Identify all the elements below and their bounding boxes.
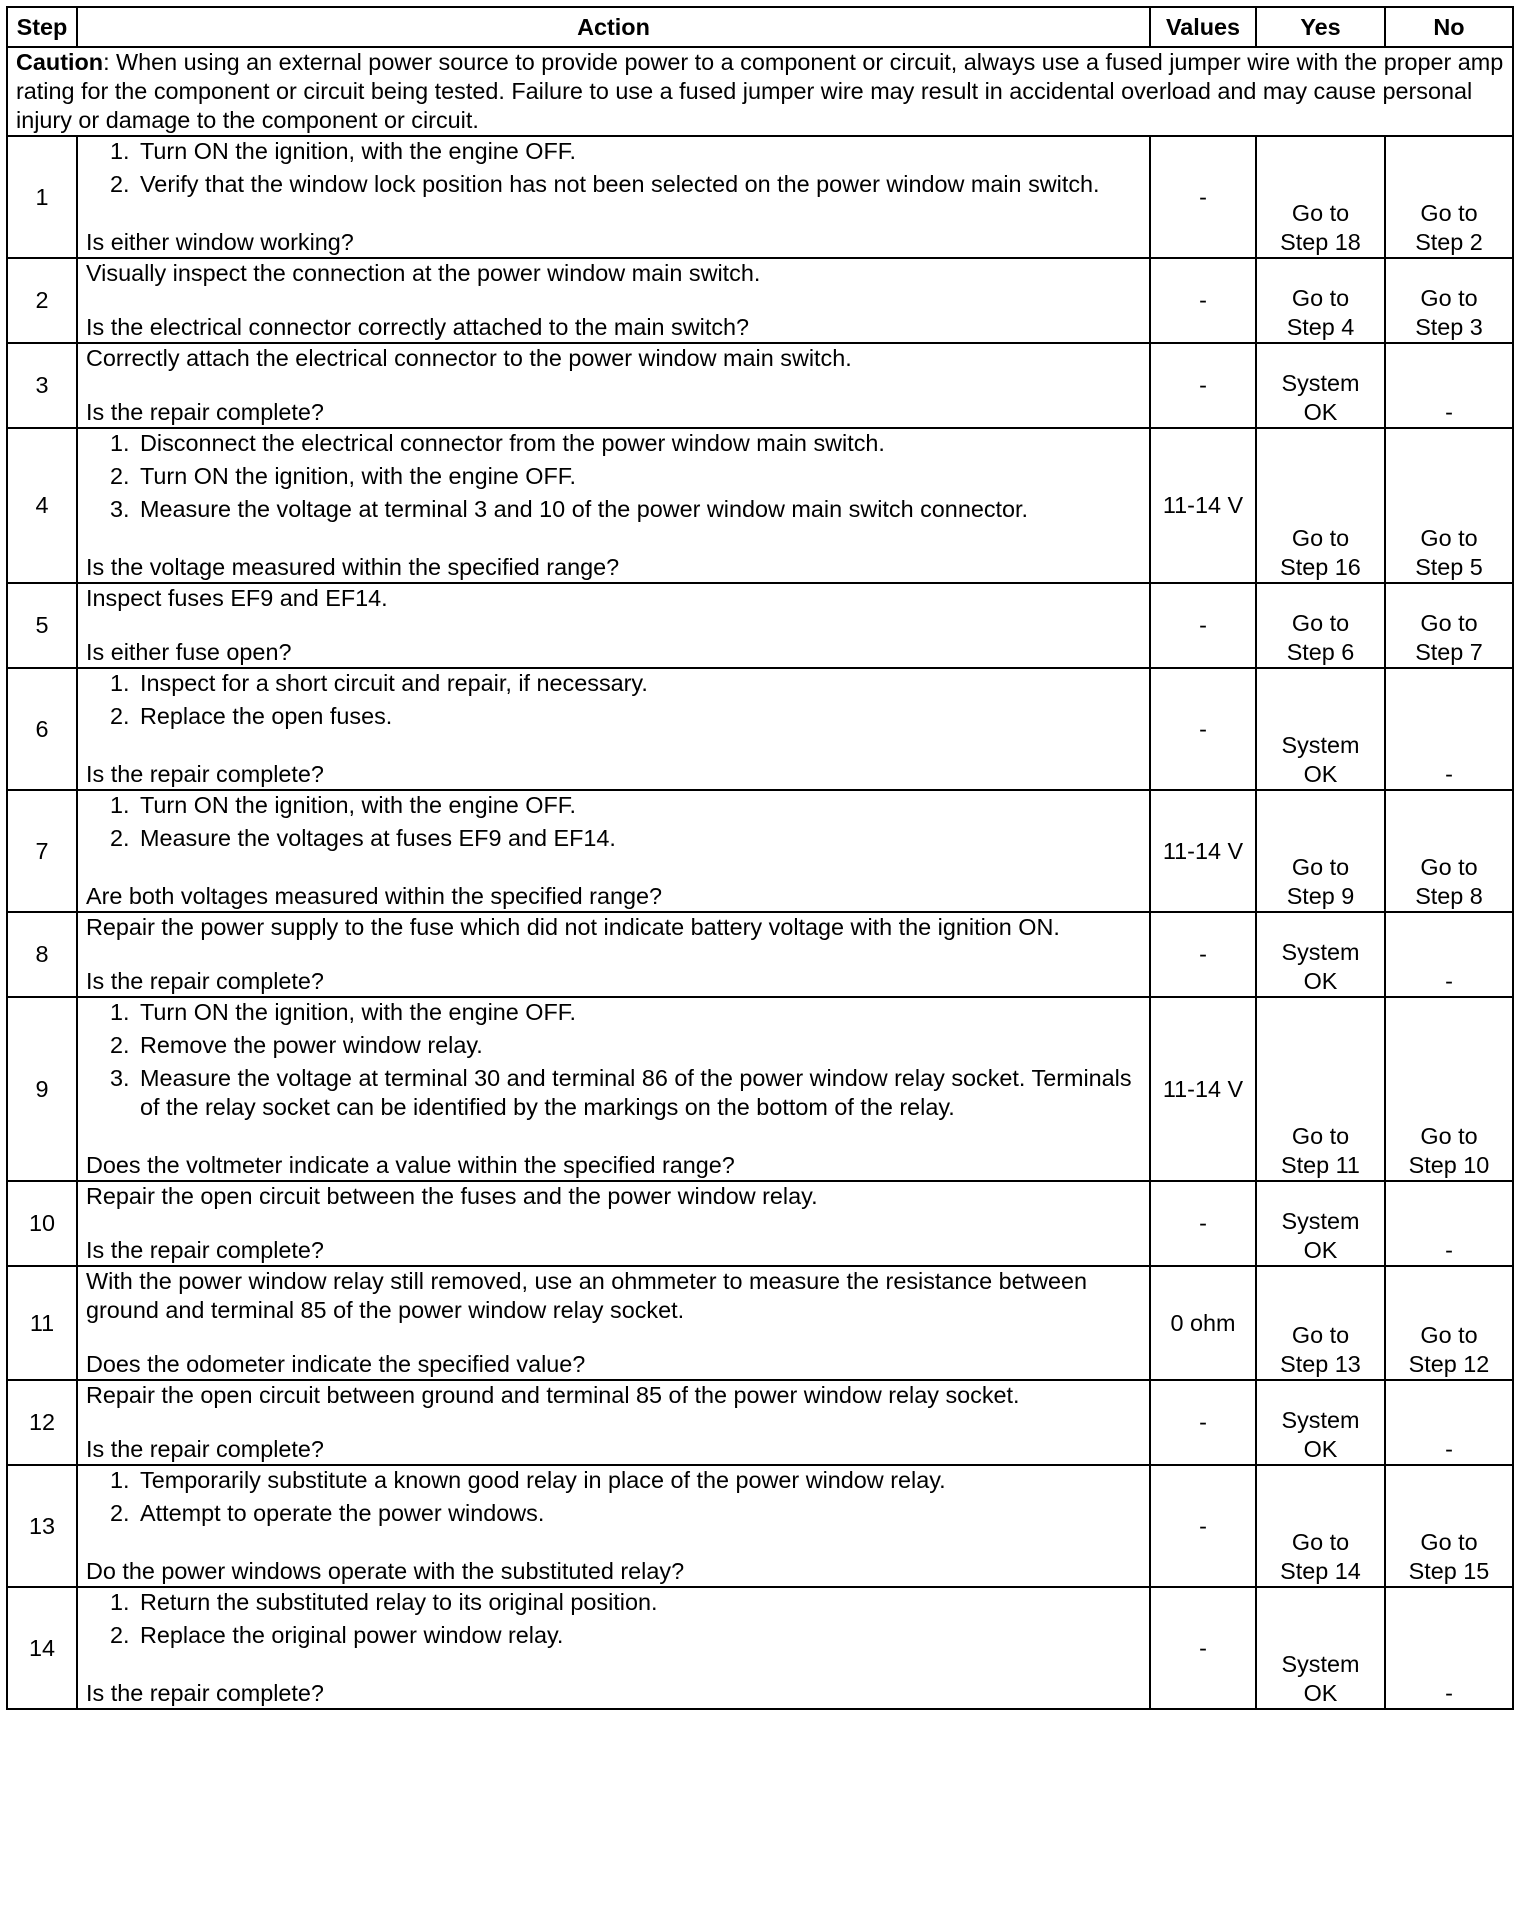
- yes-result: [1256, 790, 1385, 912]
- yes-result-line: Go to: [1291, 610, 1350, 636]
- no-result-line: Go to: [1420, 200, 1478, 226]
- header-yes: Yes: [1256, 7, 1385, 47]
- values-cell: -: [1150, 668, 1256, 790]
- no-result-line: -: [1445, 1680, 1453, 1706]
- no-result: [1385, 1266, 1513, 1380]
- action-cell: [77, 136, 1150, 258]
- action-question: Is either window working?: [86, 229, 354, 255]
- no-result-line: Go to: [1420, 525, 1478, 551]
- action-question: Is the repair complete?: [86, 1436, 324, 1462]
- action-list-item: 2. Measure the voltages at fuses EF9 and EF14.: [136, 824, 1141, 853]
- step-number: 12: [7, 1380, 77, 1465]
- step-number: 10: [7, 1181, 77, 1266]
- no-result: [1385, 136, 1513, 258]
- yes-result-line: Step 18: [1280, 229, 1361, 255]
- yes-result-line: System: [1281, 1208, 1360, 1234]
- table-row: [7, 790, 1513, 912]
- no-result: [1385, 1465, 1513, 1587]
- action-cell: [77, 1266, 1150, 1380]
- yes-result: [1256, 997, 1385, 1181]
- action-cell: [77, 583, 1150, 668]
- table-row: [7, 583, 1513, 668]
- action-list: [86, 669, 1141, 731]
- no-result: [1385, 912, 1513, 997]
- yes-result-line: Go to: [1291, 200, 1350, 226]
- caution-note: [7, 47, 1513, 136]
- yes-result-line: OK: [1303, 761, 1338, 787]
- action-cell: [77, 790, 1150, 912]
- action-spacer: [86, 1126, 1141, 1151]
- diagnostic-document: [6, 6, 1512, 1710]
- yes-result: [1256, 583, 1385, 668]
- action-question: Is the repair complete?: [86, 399, 324, 425]
- action-list-item: 2. Replace the open fuses.: [136, 702, 1141, 731]
- action-spacer: [86, 942, 1141, 967]
- no-result: [1385, 1587, 1513, 1709]
- no-result-line: [1394, 731, 1504, 760]
- action-cell: [77, 343, 1150, 428]
- values-cell: -: [1150, 912, 1256, 997]
- no-result-line: [1394, 369, 1504, 398]
- action-spacer: [86, 528, 1141, 553]
- values-cell: -: [1150, 343, 1256, 428]
- yes-result-line: Go to: [1291, 854, 1350, 880]
- diagnostic-table: [6, 6, 1514, 1710]
- action-list: [86, 429, 1141, 524]
- yes-result: [1256, 1266, 1385, 1380]
- action-text: Visually inspect the connection at the power window main switch.: [86, 260, 761, 286]
- yes-result-line: System: [1281, 1651, 1360, 1677]
- action-spacer: [86, 1211, 1141, 1236]
- action-list-item: 2. Turn ON the ignition, with the engine OFF.: [136, 462, 1141, 491]
- no-result-line: Go to: [1420, 1123, 1478, 1149]
- no-result-line: Step 7: [1415, 639, 1483, 665]
- header-row: [7, 7, 1513, 47]
- action-question: Is the repair complete?: [86, 1237, 324, 1263]
- action-list-item: 2. Replace the original power window relay.: [136, 1621, 1141, 1650]
- caution-row: [7, 47, 1513, 136]
- step-number: 4: [7, 428, 77, 583]
- yes-result-line: Step 4: [1286, 314, 1355, 340]
- step-number: 6: [7, 668, 77, 790]
- no-result-line: Step 5: [1415, 554, 1483, 580]
- action-text: Repair the power supply to the fuse which did not indicate battery voltage with the ignition ON.: [86, 914, 1060, 940]
- action-cell: [77, 1380, 1150, 1465]
- yes-result-line: Go to: [1291, 285, 1350, 311]
- yes-result-line: Go to: [1291, 1123, 1350, 1149]
- action-question: Is the electrical connector correctly attached to the main switch?: [86, 314, 750, 340]
- table-row: [7, 1587, 1513, 1709]
- caution-text: : When using an external power source to provide power to a component or circuit, always use a fused jumper wire with the proper amp rating for the component or circuit being tested. Failure to use a fused jumper wire may result in accidental overload and may cause personal injury or damage to the component or circuit.: [16, 49, 1504, 133]
- action-question: Is the repair complete?: [86, 968, 324, 994]
- yes-result: [1256, 668, 1385, 790]
- action-cell: [77, 912, 1150, 997]
- action-spacer: [86, 1654, 1141, 1679]
- action-question: Is the repair complete?: [86, 761, 324, 787]
- values-cell: 11-14 V: [1150, 428, 1256, 583]
- action-list: [86, 1588, 1141, 1650]
- yes-result-line: OK: [1303, 1237, 1338, 1263]
- yes-result: [1256, 912, 1385, 997]
- action-question: Do the power windows operate with the substituted relay?: [86, 1558, 685, 1584]
- yes-result-line: System: [1281, 370, 1360, 396]
- table-row: [7, 1181, 1513, 1266]
- table-row: [7, 428, 1513, 583]
- no-result: [1385, 258, 1513, 343]
- action-text: With the power window relay still removed, use an ohmmeter to measure the resistance between ground and terminal 85 of the power window relay socket.: [86, 1268, 1088, 1323]
- action-list-item: 1. Return the substituted relay to its original position.: [136, 1588, 1141, 1617]
- no-result-line: Go to: [1420, 610, 1478, 636]
- no-result-line: [1394, 1406, 1504, 1435]
- yes-result: [1256, 1380, 1385, 1465]
- values-cell: 11-14 V: [1150, 997, 1256, 1181]
- action-spacer: [86, 288, 1141, 313]
- table-row: [7, 912, 1513, 997]
- header-action: Action: [77, 7, 1150, 47]
- action-question: Does the odometer indicate the specified value?: [86, 1351, 586, 1377]
- yes-result-line: Go to: [1291, 1322, 1350, 1348]
- no-result-line: -: [1445, 1237, 1453, 1263]
- no-result-line: Step 2: [1415, 229, 1483, 255]
- no-result-line: Go to: [1420, 285, 1478, 311]
- no-result: [1385, 583, 1513, 668]
- yes-result-line: Step 13: [1280, 1351, 1361, 1377]
- action-list-item: 1. Turn ON the ignition, with the engine OFF.: [136, 998, 1141, 1027]
- header-values: Values: [1150, 7, 1256, 47]
- yes-result-line: OK: [1303, 399, 1338, 425]
- no-result-line: Go to: [1420, 1529, 1478, 1555]
- yes-result-line: System: [1281, 732, 1360, 758]
- step-number: 3: [7, 343, 77, 428]
- values-cell: -: [1150, 136, 1256, 258]
- yes-result-line: Go to: [1291, 525, 1350, 551]
- step-number: 14: [7, 1587, 77, 1709]
- action-text: Repair the open circuit between ground and terminal 85 of the power window relay socket.: [86, 1382, 1020, 1408]
- yes-result: [1256, 1181, 1385, 1266]
- action-spacer: [86, 735, 1141, 760]
- no-result-line: Go to: [1420, 854, 1478, 880]
- yes-result-line: System: [1281, 1407, 1360, 1433]
- table-row: [7, 258, 1513, 343]
- action-text: Inspect fuses EF9 and EF14.: [86, 585, 388, 611]
- no-result-line: Step 10: [1408, 1152, 1490, 1178]
- no-result: [1385, 428, 1513, 583]
- values-cell: -: [1150, 1181, 1256, 1266]
- header-step: Step: [7, 7, 77, 47]
- yes-result: [1256, 1465, 1385, 1587]
- action-spacer: [86, 1532, 1141, 1557]
- action-list: [86, 137, 1141, 199]
- no-result: [1385, 1181, 1513, 1266]
- action-cell: [77, 1465, 1150, 1587]
- values-cell: -: [1150, 1587, 1256, 1709]
- table-row: [7, 1266, 1513, 1380]
- step-number: 5: [7, 583, 77, 668]
- action-cell: [77, 258, 1150, 343]
- action-cell: [77, 997, 1150, 1181]
- values-cell: 0 ohm: [1150, 1266, 1256, 1380]
- action-spacer: [86, 613, 1141, 638]
- action-question: Does the voltmeter indicate a value within the specified range?: [86, 1152, 735, 1178]
- action-text: Correctly attach the electrical connector to the power window main switch.: [86, 345, 852, 371]
- yes-result-line: Step 6: [1286, 639, 1355, 665]
- action-spacer: [86, 1410, 1141, 1435]
- action-spacer: [86, 373, 1141, 398]
- header-no: No: [1385, 7, 1513, 47]
- no-result-line: Step 12: [1408, 1351, 1490, 1377]
- action-question: Is the voltage measured within the specified range?: [86, 554, 620, 580]
- yes-result-line: Step 9: [1286, 883, 1355, 909]
- no-result-line: [1394, 938, 1504, 967]
- action-question: Is the repair complete?: [86, 1680, 324, 1706]
- no-result-line: -: [1445, 1436, 1453, 1462]
- action-cell: [77, 1181, 1150, 1266]
- yes-result: [1256, 428, 1385, 583]
- table-row: [7, 1380, 1513, 1465]
- no-result-line: -: [1445, 968, 1453, 994]
- yes-result-line: OK: [1303, 968, 1338, 994]
- action-spacer: [86, 857, 1141, 882]
- no-result-line: Step 15: [1408, 1558, 1490, 1584]
- values-cell: -: [1150, 583, 1256, 668]
- action-list-item: 2. Remove the power window relay.: [136, 1031, 1141, 1060]
- no-result-line: Step 3: [1415, 314, 1483, 340]
- action-list-item: 1. Inspect for a short circuit and repair, if necessary.: [136, 669, 1141, 698]
- no-result: [1385, 668, 1513, 790]
- action-list-item: 1. Temporarily substitute a known good relay in place of the power window relay.: [136, 1466, 1141, 1495]
- values-cell: -: [1150, 1465, 1256, 1587]
- step-number: 2: [7, 258, 77, 343]
- values-cell: -: [1150, 258, 1256, 343]
- step-number: 7: [7, 790, 77, 912]
- yes-result-line: Step 11: [1281, 1152, 1360, 1178]
- no-result: [1385, 1380, 1513, 1465]
- yes-result: [1256, 343, 1385, 428]
- action-list-item: 3. Measure the voltage at terminal 30 and terminal 86 of the power window relay socket. Terminals of the relay socket can be identified by the markings on the bottom of the relay.: [136, 1064, 1141, 1122]
- action-cell: [77, 668, 1150, 790]
- action-list-item: 1. Turn ON the ignition, with the engine OFF.: [136, 791, 1141, 820]
- no-result: [1385, 790, 1513, 912]
- action-question: Are both voltages measured within the specified range?: [86, 883, 663, 909]
- yes-result: [1256, 258, 1385, 343]
- no-result-line: Step 8: [1415, 883, 1483, 909]
- no-result: [1385, 997, 1513, 1181]
- table-row: [7, 997, 1513, 1181]
- yes-result-line: Step 14: [1280, 1558, 1361, 1584]
- yes-result-line: Step 16: [1280, 554, 1361, 580]
- step-number: 9: [7, 997, 77, 1181]
- values-cell: 11-14 V: [1150, 790, 1256, 912]
- table-row: [7, 668, 1513, 790]
- action-spacer: [86, 203, 1141, 228]
- yes-result: [1256, 1587, 1385, 1709]
- action-spacer: [86, 1325, 1141, 1350]
- table-row: [7, 1465, 1513, 1587]
- step-number: 13: [7, 1465, 77, 1587]
- no-result-line: [1394, 1207, 1504, 1236]
- no-result-line: -: [1445, 761, 1453, 787]
- action-list: [86, 1466, 1141, 1528]
- no-result-line: [1394, 1650, 1504, 1679]
- yes-result-line: Go to: [1291, 1529, 1350, 1555]
- yes-result-line: OK: [1303, 1436, 1338, 1462]
- no-result-line: Go to: [1420, 1322, 1478, 1348]
- action-list-item: 1. Turn ON the ignition, with the engine OFF.: [136, 137, 1141, 166]
- action-list-item: 2. Verify that the window lock position has not been selected on the power window main switch.: [136, 170, 1141, 199]
- yes-result: [1256, 136, 1385, 258]
- no-result: [1385, 343, 1513, 428]
- no-result-line: -: [1445, 399, 1453, 425]
- table-row: [7, 343, 1513, 428]
- action-list: [86, 791, 1141, 853]
- action-text: Repair the open circuit between the fuses and the power window relay.: [86, 1183, 818, 1209]
- yes-result-line: OK: [1303, 1680, 1338, 1706]
- caution-label: Caution: [16, 49, 104, 75]
- action-cell: [77, 428, 1150, 583]
- action-list: [86, 998, 1141, 1122]
- step-number: 1: [7, 136, 77, 258]
- action-cell: [77, 1587, 1150, 1709]
- action-list-item: 1. Disconnect the electrical connector from the power window main switch.: [136, 429, 1141, 458]
- table-row: [7, 136, 1513, 258]
- step-number: 11: [7, 1266, 77, 1380]
- action-list-item: 2. Attempt to operate the power windows.: [136, 1499, 1141, 1528]
- action-question: Is either fuse open?: [86, 639, 292, 665]
- values-cell: -: [1150, 1380, 1256, 1465]
- yes-result-line: System: [1281, 939, 1360, 965]
- step-number: 8: [7, 912, 77, 997]
- action-list-item: 3. Measure the voltage at terminal 3 and 10 of the power window main switch connector.: [136, 495, 1141, 524]
